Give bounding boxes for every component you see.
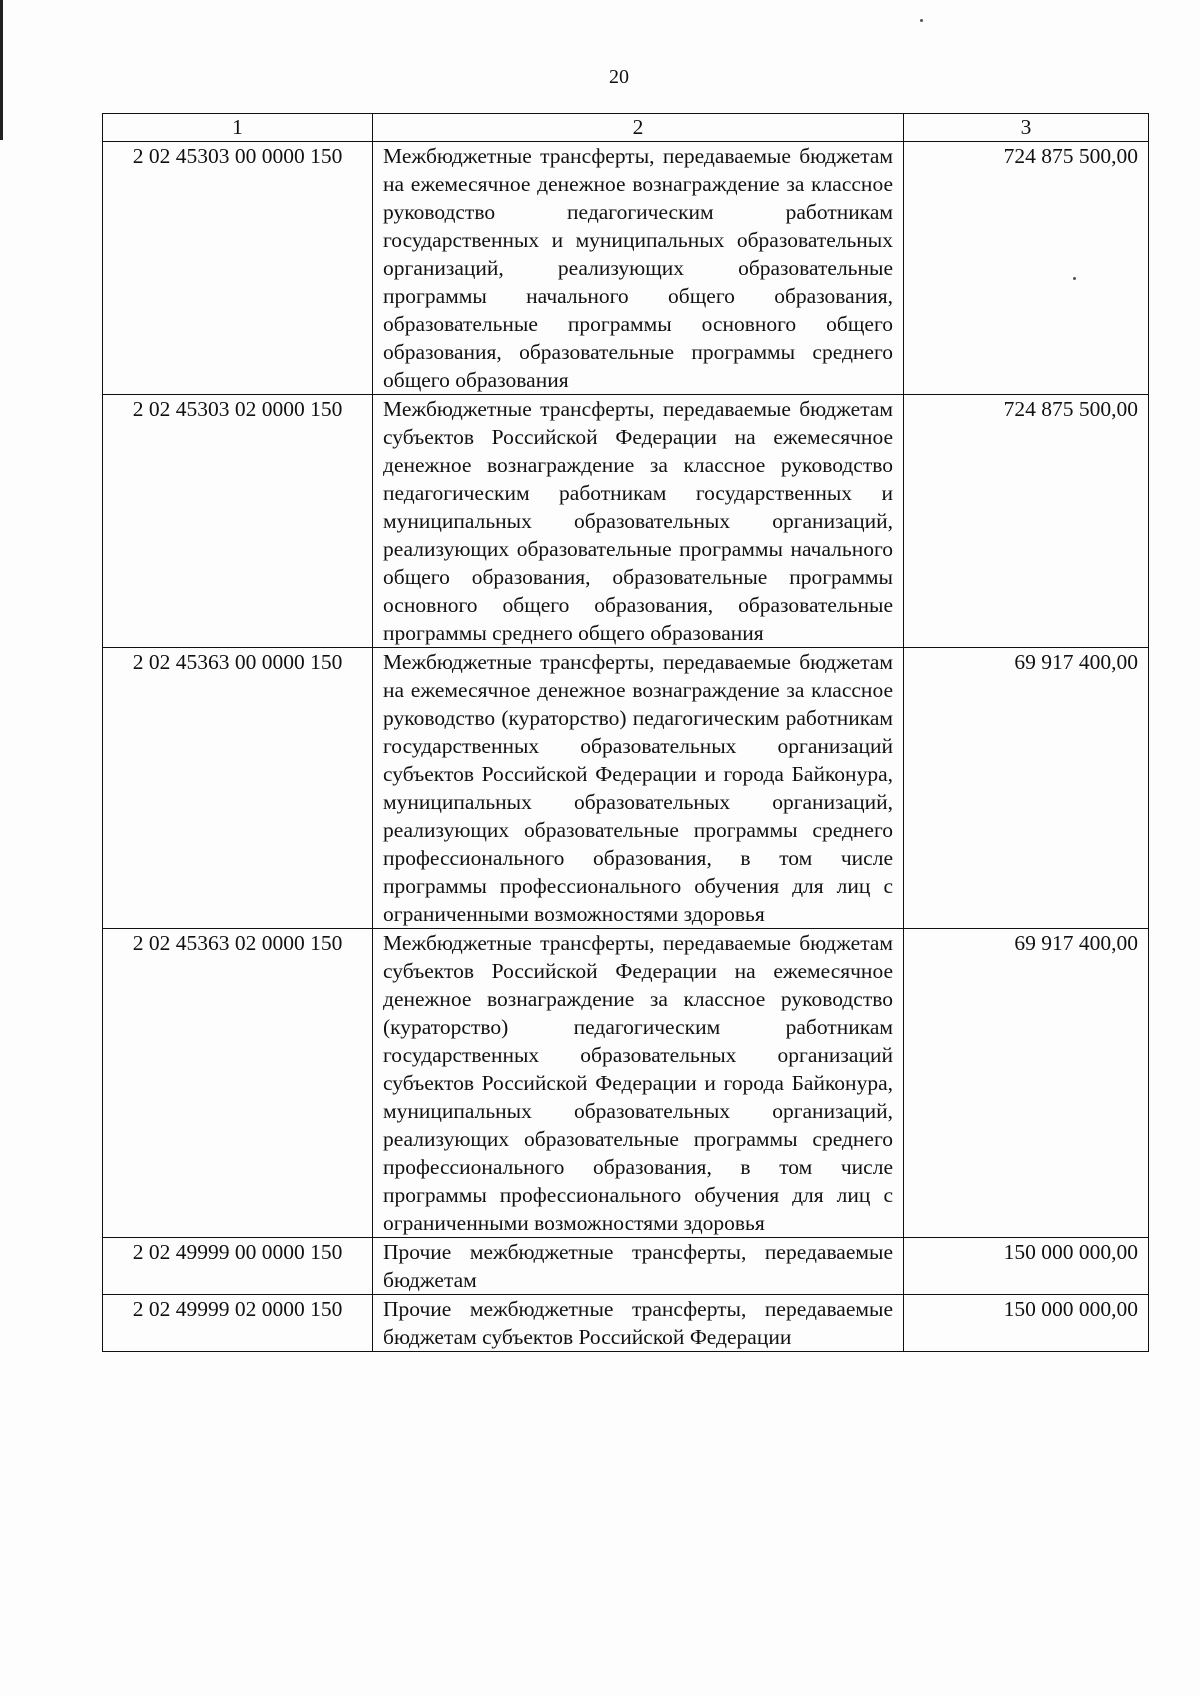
row-description: Межбюджетные трансферты, передаваемые бюджетам субъектов Российской Федерации на ежемесячное денежное вознаграждение за классное руководство (кураторство) педагогическим работникам государственных образовательных организаций субъектов Российской Федерации и города Байконура, муниципальных образовательных организаций, реализующих образовательные программы среднего профессионального образования, в том числе программы профессионального обучения для лиц с ограниченными возможностями здоровья (373, 929, 904, 1238)
table-row (103, 648, 1149, 929)
column-header-amount: 3 (904, 114, 1149, 142)
row-description: Межбюджетные трансферты, передаваемые бюджетам субъектов Российской Федерации на ежемесячное денежное вознаграждение за классное руководство педагогическим работникам государственных и муниципальных образовательных организаций, реализующих образовательные программы начального общего образования, образовательные программы основного общего образования, образовательные программы среднего общего образования (373, 395, 904, 648)
row-amount: 724 875 500,00 (904, 395, 1149, 648)
table-row (103, 929, 1149, 1238)
column-header-description: 2 (373, 114, 904, 142)
budget-code: 2 02 45363 00 0000 150 (103, 648, 373, 929)
table-row (103, 395, 1149, 648)
row-amount: 69 917 400,00 (904, 648, 1149, 929)
budget-code: 2 02 45303 02 0000 150 (103, 395, 373, 648)
budget-code: 2 02 45363 02 0000 150 (103, 929, 373, 1238)
page-number: 20 (609, 66, 629, 88)
table-row (103, 1238, 1149, 1295)
budget-table (102, 113, 1149, 1352)
row-amount: 69 917 400,00 (904, 929, 1149, 1238)
table-row (103, 1295, 1149, 1352)
column-header-code: 1 (103, 114, 373, 142)
table-header-row (103, 114, 1149, 142)
row-amount: 150 000 000,00 (904, 1295, 1149, 1352)
row-description: Межбюджетные трансферты, передаваемые бюджетам на ежемесячное денежное вознаграждение за классное руководство педагогическим работникам государственных и муниципальных образовательных организаций, реализующих образовательные программы начального общего образования, образовательные программы основного общего образования, образовательные программы среднего общего образования (373, 142, 904, 395)
row-description: Межбюджетные трансферты, передаваемые бюджетам на ежемесячное денежное вознаграждение за классное руководство (кураторство) педагогическим работникам государственных образовательных организаций субъектов Российской Федерации и города Байконура, муниципальных образовательных организаций, реализующих образовательные программы среднего профессионального образования, в том числе программы профессионального обучения для лиц с ограниченными возможностями здоровья (373, 648, 904, 929)
table-row (103, 142, 1149, 395)
row-description: Прочие межбюджетные трансферты, передаваемые бюджетам субъектов Российской Федерации (373, 1295, 904, 1352)
scan-speck (920, 19, 923, 22)
budget-code: 2 02 49999 00 0000 150 (103, 1238, 373, 1295)
row-description: Прочие межбюджетные трансферты, передаваемые бюджетам (373, 1238, 904, 1295)
budget-code: 2 02 45303 00 0000 150 (103, 142, 373, 395)
row-amount: 724 875 500,00 (904, 142, 1149, 395)
row-amount: 150 000 000,00 (904, 1238, 1149, 1295)
budget-code: 2 02 49999 02 0000 150 (103, 1295, 373, 1352)
